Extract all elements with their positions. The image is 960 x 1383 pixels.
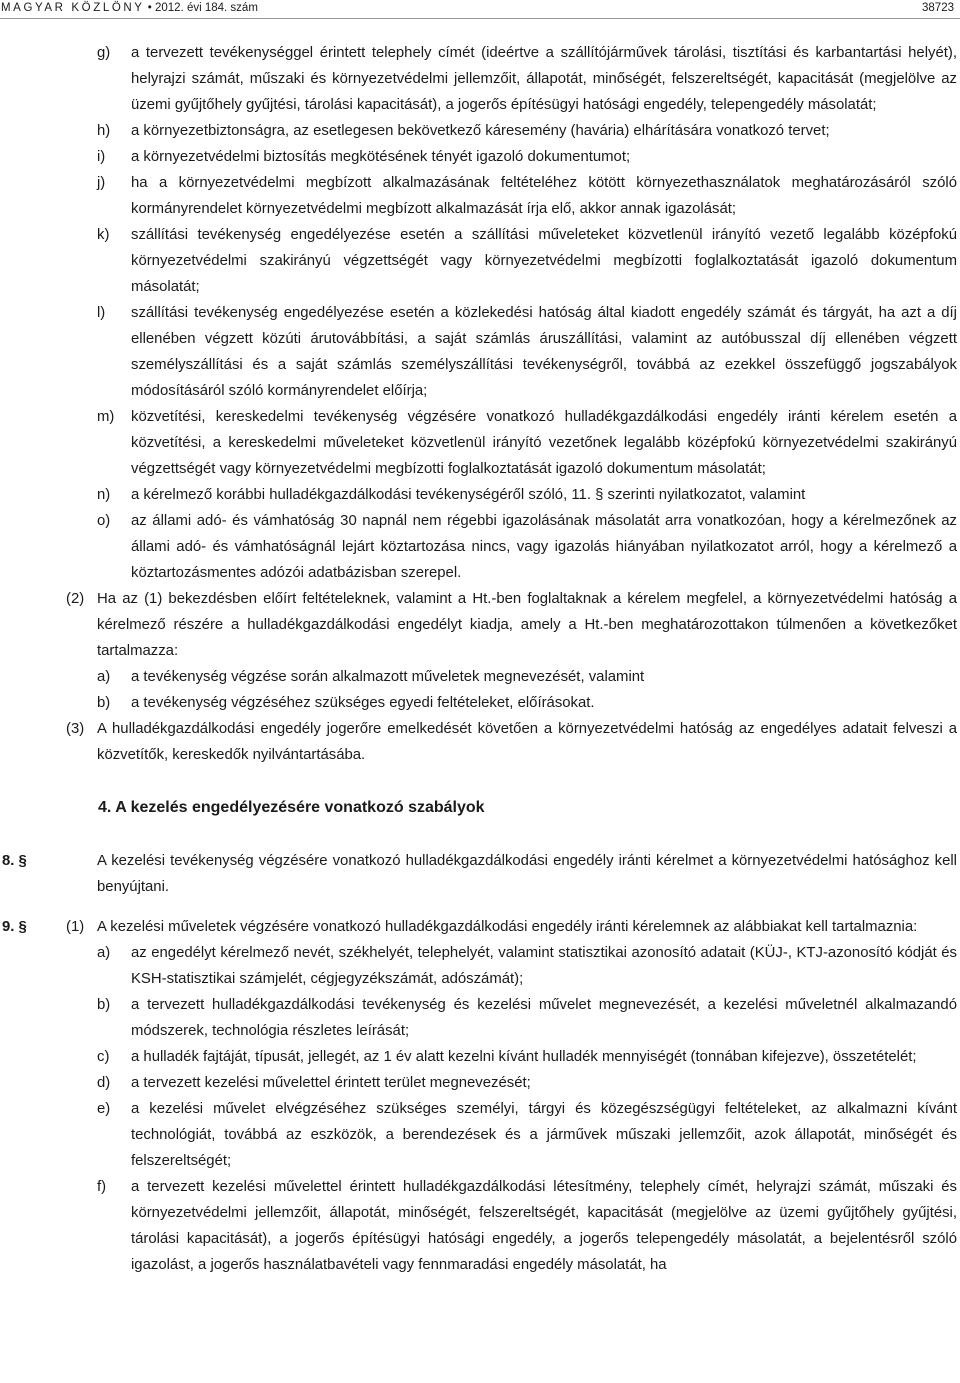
item-text: ha a környezetvédelmi megbízott alkalmazásának feltételéhez kötött környezethasználatok meghatározásáról szóló kormányrendelet környezetvédelmi megbízott alkalmazását írja elő, akkor annak igazolását; [131, 175, 957, 217]
list-item [0, 482, 957, 508]
item-text: a tervezett kezelési művelettel érintett terület megnevezését; [131, 1075, 531, 1091]
item-text: az engedélyt kérelmező nevét, székhelyét, telephelyét, valamint statisztikai azonosító adatait (KÜJ-, KTJ-azonosító kódját és KSH-statisztikai számjelét, cégjegyzékszámát, adószámát); [131, 945, 957, 987]
paragraph-text: A kezelési műveletek végzésére vonatkozó hulladékgazdálkodási engedély iránti kérelemnek az alábbiakat kell tartalmaznia: [97, 919, 918, 935]
list-item [0, 1070, 957, 1096]
item-label: e) [97, 1101, 111, 1117]
item-label: n) [97, 487, 111, 503]
item-text: a környezetbiztonságra, az esetlegesen bekövetkező káresemény (havária) elhárítására vonatkozó tervet; [131, 123, 830, 139]
item-label: b) [97, 695, 111, 711]
item-text: a kezelési művelet elvégzéséhez szükséges személyi, tárgyi és közegészségügyi feltételeket, az alkalmazni kívánt technológiát, továbbá az eszközök, a berendezések és a járművek műszaki jellemzőit, azok állapotát, minőségét és felszereltségét; [131, 1101, 957, 1169]
list-item [0, 170, 957, 222]
item-label: k) [97, 227, 110, 243]
list-item [0, 1096, 957, 1174]
list-item [0, 404, 957, 482]
item-label: i) [97, 149, 106, 165]
list-item [0, 144, 957, 170]
item-label: g) [97, 45, 111, 61]
item-label: f) [97, 1179, 107, 1195]
item-text: szállítási tevékenység engedélyezése esetén a közlekedési hatóság által kiadott engedély számát és tárgyát, ha azt a díj ellenében végzett közúti árutovábbítási, a saját számlás áruszállítási, valamint az autóbusszal díj ellenében végzett személyszállítási és a saját számlás személyszállítási tevékenységről, továbbá az ezekkel összefüggő jogszabályok módosításáról szóló kormányrendelet előírja; [131, 305, 957, 399]
paragraph-text: Ha az (1) bekezdésben előírt feltételeknek, valamint a Ht.-ben foglaltaknak a kérelem megfelel, a környezetvédelmi hatóság a kérelmező részére a hulladékgazdálkodási engedélyt kiadja, amely a Ht.-ben meghatározottakon túlmenően a következőket tartalmazza: [97, 591, 957, 659]
document-body [0, 40, 960, 1278]
list-item [0, 118, 957, 144]
paragraph-label: (1) [66, 919, 85, 935]
item-text: szállítási tevékenység engedélyezése esetén a szállítási műveleteket közvetlenül irányító vezető legalább középfokú környezetvédelmi szakirányú végzettségét vagy környezetvédelmi megbízotti foglalkoztatását igazoló dokumentum másolatát; [131, 227, 957, 295]
item-label: o) [97, 513, 111, 529]
item-label: b) [97, 997, 111, 1013]
item-text: az állami adó- és vámhatóság 30 napnál nem régebbi igazolásának másolatát arra vonatkozóan, hogy a kérelmezőnek az állami adó- és vámhatóságnál lejárt köztartozása nincs, vagy igazolás hiányában nyilatkozatot arról, hogy a kérelmező a köztartozásmentes adózói adatbázisban szerepel. [131, 513, 957, 581]
item-text: a környezetvédelmi biztosítás megkötésének tényét igazoló dokumentumot; [131, 149, 631, 165]
section-8 [0, 848, 957, 900]
item-label: a) [97, 945, 111, 961]
list-item [0, 1174, 957, 1278]
item-label: a) [97, 669, 111, 685]
item-text: közvetítési, kereskedelmi tevékenység végzésére vonatkozó hulladékgazdálkodási engedély iránti kérelem esetén a közvetítési, a kereskedelmi műveleteket közvetlenül irányító vezetőnek legalább középfokú környezetvédelmi szakirányú végzettségét vagy környezetvédelmi megbízotti foglalkoztatását igazoló dokumentum másolatát; [131, 409, 957, 477]
item-text: a tervezett kezelési művelettel érintett hulladékgazdálkodási létesítmény, telephely címét, helyrajzi számát, műszaki és környezetvédelmi jellemzőit, állapotát, minőségét, felszereltségét, kapacitását (megjelölve az üzemi gyűjtőhely gyűjtési, tárolási kapacitását), a jogerős építésügyi hatósági engedély, a jogerős telepengedély másolatát, a bejelentésről szóló igazolást, a jogerős használatbavételi vagy fennmaradási engedély másolatát, ha [131, 1179, 957, 1273]
paragraph-2 [0, 586, 957, 664]
list-item [0, 940, 957, 992]
item-text: a kérelmező korábbi hulladékgazdálkodási tevékenységéről szóló, 11. § szerinti nyilatkozatot, valamint [131, 487, 806, 503]
list-item [0, 992, 957, 1044]
item-label: c) [97, 1049, 110, 1065]
journal-title: MAGYAR KÖZLÖNY [1, 2, 145, 14]
section-9 [0, 914, 960, 1278]
list-item [0, 300, 957, 404]
section-text: A kezelési tevékenység végzésére vonatkozó hulladékgazdálkodási engedély iránti kérelmet a környezetvédelmi hatósághoz kell benyújtani. [97, 853, 957, 895]
list-item [0, 1044, 957, 1070]
list-item [0, 690, 957, 716]
item-text: a tevékenység végzése során alkalmazott műveletek megnevezését, valamint [131, 669, 645, 685]
page-number: 38723 [922, 2, 954, 14]
list-item [0, 664, 957, 690]
section-heading: 4. A kezelés engedélyezésére vonatkozó szabályok [98, 799, 485, 816]
paragraph-label: (3) [66, 721, 85, 737]
section-number: 8. § [2, 853, 27, 869]
item-label: j) [97, 175, 106, 191]
paragraph-3 [0, 716, 957, 768]
list-item [0, 222, 957, 300]
paragraph-label: (2) [66, 591, 85, 607]
list-item [0, 40, 957, 118]
item-text: a tervezett tevékenységgel érintett telephely címét (ideértve a szállítójárművek tárolási, tisztítási és karbantartási helyét), helyrajzi számát, műszaki és környezetvédelmi jellemzőit, állapotát, minőségét, felszereltségét, kapacitását (megjelölve az üzemi gyűjtőhely gyűjtési, tárolási kapacitását), a jogerős építésügyi hatósági engedély, telepengedély másolatát; [131, 45, 957, 113]
item-label: h) [97, 123, 111, 139]
page-header [0, 0, 960, 19]
paragraph-text: A hulladékgazdálkodási engedély jogerőre emelkedését követően a környezetvédelmi hatóság az engedélyes adatait felveszi a közvetítők, kereskedők nyilvántartásába. [97, 721, 957, 763]
list-item [0, 508, 957, 586]
issue-info: • 2012. évi 184. szám [147, 2, 258, 14]
item-label: m) [97, 409, 115, 425]
item-label: d) [97, 1075, 111, 1091]
item-text: a tevékenység végzéséhez szükséges egyedi feltételeket, előírásokat. [131, 695, 595, 711]
section-number: 9. § [2, 919, 27, 935]
item-text: a hulladék fajtáját, típusát, jellegét, az 1 év alatt kezelni kívánt hulladék mennyiségét (tonnában kifejezve), összetételét; [131, 1049, 917, 1065]
item-label: l) [97, 305, 106, 321]
item-text: a tervezett hulladékgazdálkodási tevékenység és kezelési művelet megnevezését, a kezelési műveletnél alkalmazandó módszerek, technológia részletes leírását; [131, 997, 957, 1039]
